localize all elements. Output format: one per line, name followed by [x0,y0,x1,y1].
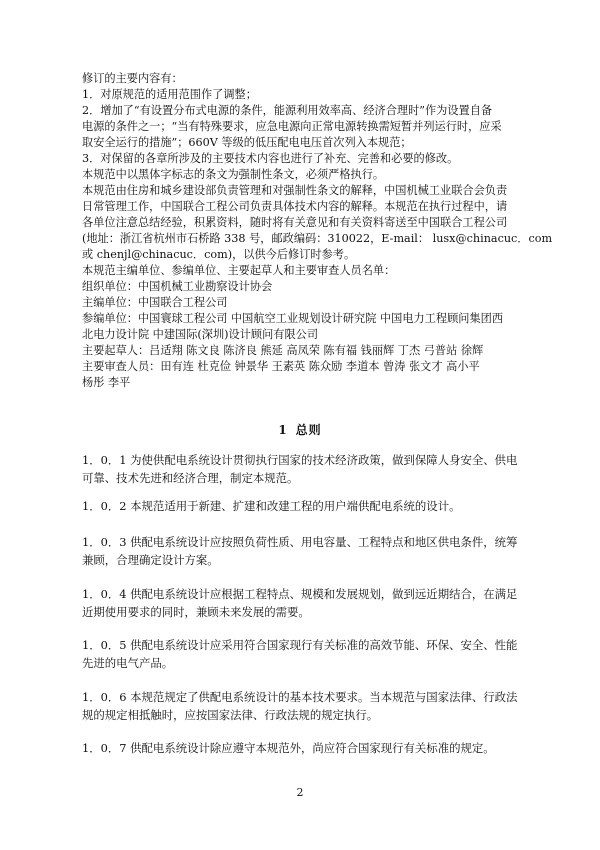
revision-line: 电源的条件之一；“当有特殊要求，应急电源向正常电源转换需短暂并列运行时，应采 [82,120,502,133]
section-title: 总则 [295,423,322,437]
clause-line: 近期使用要求的同时，兼顾未来发展的需要。 [82,605,310,619]
page-number: 2 [296,786,304,799]
clause-line: 规的规定相抵触时，应按国家法律、行政法规的规定执行。 [82,708,379,722]
revision-line: 修订的主要内容有： [82,72,183,85]
revision-line: 组织单位：中国机械工业勘察设计协会 [82,280,273,293]
clause-line: 兼顾，合理确定设计方案。 [82,553,219,567]
revision-line: 主要审查人员：田有连 杜克俭 钟景华 王素英 陈众励 李道本 曾涛 张文才 高小平 [82,360,480,373]
clause-1-0-5 [82,636,528,672]
section-number: 1 [278,423,288,437]
revision-line: 本规范中以黑体字标志的条文为强制性条文，必须严格执行。 [82,168,385,181]
revision-line: 参编单位：中国寰球工程公司 中国航空工业规划设计研究院 中国电力工程顾问集团西 [82,312,504,325]
clause-line: 1．0．6 本规范规定了供配电系统设计的基本技术要求。当本规范与国家法律、行政法 [82,690,518,704]
revision-line: 1．对原规范的适用范围作了调整； [82,88,257,101]
revision-line: 3．对保留的各章所涉及的主要技术内容也进行了补充、完善和必要的修改。 [82,152,459,165]
clause-1-0-4 [82,585,528,621]
clause-1-0-2 [82,497,528,515]
revision-line: 取安全运行的措施”；660V 等级的低压配电电压首次列入本规范； [82,136,412,149]
clause-line: 1．0．7 供配电系统设计除应遵守本规范外，尚应符合国家现行有关标准的规定。 [82,741,495,755]
revision-line: 本规范主编单位、参编单位、主要起草人和主要审查人员名单： [82,264,396,277]
clause-1-0-7 [82,739,528,757]
clause-line: 可靠、技术先进和经济合理，制定本规范。 [82,471,299,485]
clause-1-0-3 [82,533,528,569]
revision-line: 日常管理工作，中国联合工程公司负责具体技术内容的解释。本规范在执行过程中，请 [82,200,508,213]
clause-line: 先进的电气产品。 [82,656,174,670]
revision-line: 主要起草人：吕适翔 陈文良 陈济良 熊延 高凤荣 陈有福 钱丽辉 丁杰 弓普站 徐辉 [82,344,484,357]
revision-line: 本规范由住房和城乡建设部负责管理和对强制性条文的解释，中国机械工业联合会负责 [82,184,508,197]
revision-line: 或 chenjl@chinacuc．com)，以供今后修订时参考。 [82,248,356,261]
revision-line: 2．增加了“有设置分布式电源的条件，能源利用效率高、经济合理时”作为设置自备 [82,104,493,117]
clause-line: 1．0．3 供配电系统设计应按照负荷性质、用电容量、工程特点和地区供电条件，统筹 [82,535,518,549]
section-heading [0,421,600,438]
clause-line: 1．0．1 为使供配电系统设计贯彻执行国家的技术经济政策，做到保障人身安全、供电 [82,453,518,467]
clause-1-0-1 [82,451,528,487]
revision-line: (地址：浙江省杭州市石桥路 338 号，邮政编码：310022，E-mail： lusx@chinacuc．com [82,232,553,245]
clause-line: 1．0．2 本规范适用于新建、扩建和改建工程的用户端供配电系统的设计。 [82,499,461,513]
clause-line: 1．0．5 供配电系统设计应采用符合国家现行有关标准的高效节能、环保、安全、性能 [82,638,518,652]
clause-line: 1．0．4 供配电系统设计应根据工程特点、规模和发展规划，做到远近期结合，在满足 [82,587,518,601]
revision-line: 主编单位：中国联合工程公司 [82,296,228,309]
revision-line: 杨彤 李平 [82,376,131,389]
revision-line: 各单位注意总结经验，积累资料，随时将有关意见和有关资料寄送至中国联合工程公司 [82,216,508,229]
revision-notes [82,71,553,391]
revision-line: 北电力设计院 中建国际(深圳)设计顾问有限公司 [82,328,319,341]
clause-1-0-6 [82,688,528,724]
